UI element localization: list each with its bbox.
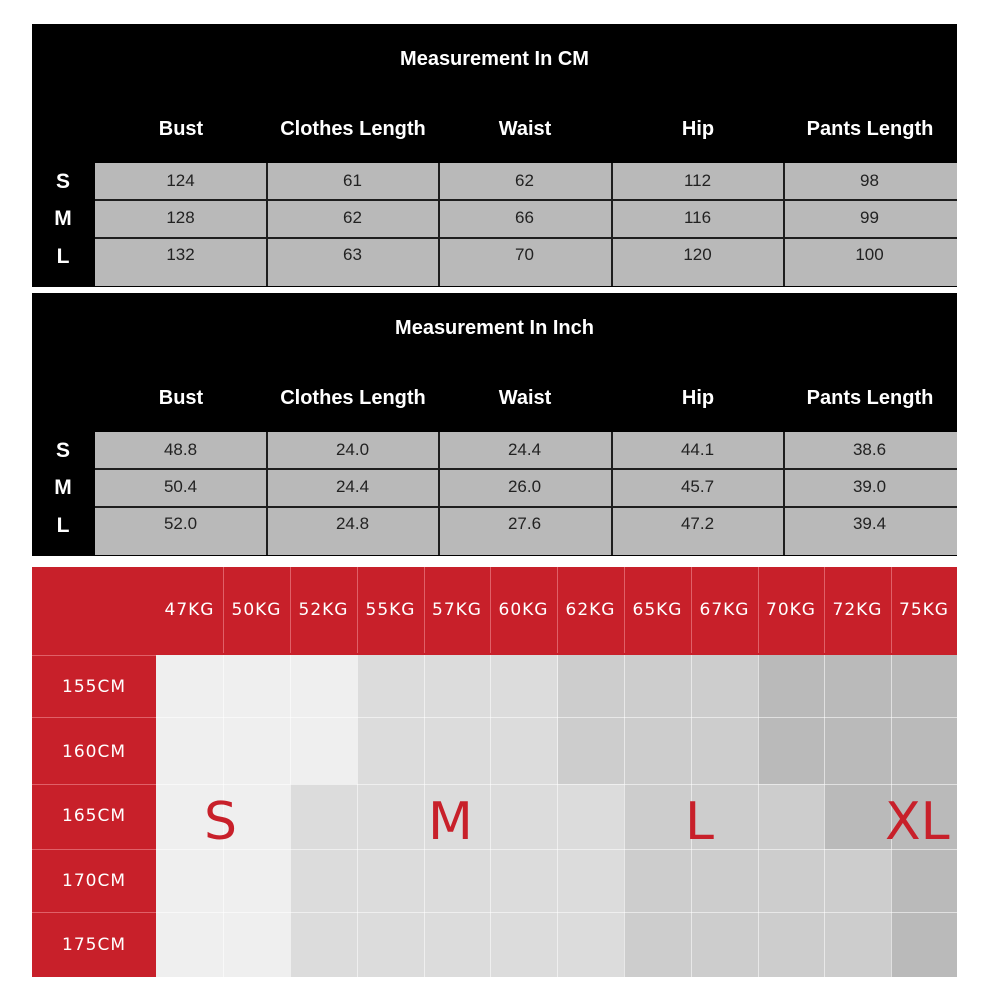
cm-row-label-s: S xyxy=(55,170,70,193)
inch-col-hip: Hip xyxy=(681,387,715,409)
inch-col-waist: Waist xyxy=(498,387,552,409)
weight-label: 52KG xyxy=(298,600,349,620)
cm-col-bust: Bust xyxy=(158,118,204,140)
height-label: 165CM xyxy=(62,806,126,826)
table-cell: 24.0 xyxy=(335,440,370,459)
weight-label: 55KG xyxy=(365,600,416,620)
size-label-s: S xyxy=(204,792,238,852)
size-zone-xl xyxy=(891,849,957,977)
size-zone-l xyxy=(624,784,824,849)
table-cell: 98 xyxy=(860,171,879,190)
cm-col-clothes-length: Clothes Length xyxy=(280,118,426,140)
weight-label: 50KG xyxy=(231,600,282,620)
table-cell: 62 xyxy=(343,208,362,227)
cm-col-pants-length: Pants Length xyxy=(806,118,934,140)
size-zone-l xyxy=(558,655,758,784)
size-zone-s xyxy=(156,655,357,784)
weight-label: 65KG xyxy=(632,600,683,620)
cm-table-body xyxy=(95,163,957,286)
table-cell: 39.0 xyxy=(852,477,887,496)
table-cell: 47.2 xyxy=(680,514,715,533)
weight-label: 72KG xyxy=(832,600,883,620)
table-cell: 128 xyxy=(166,208,195,227)
weight-label: 70KG xyxy=(766,600,816,620)
inch-measurement-table xyxy=(32,293,957,556)
table-cell: 38.6 xyxy=(852,440,887,459)
table-cell: 70 xyxy=(515,245,534,264)
weight-label: 57KG xyxy=(432,600,482,620)
table-cell: 24.4 xyxy=(335,477,370,496)
inch-row-label-s: S xyxy=(55,439,70,462)
table-cell: 112 xyxy=(683,171,712,190)
inch-col-pants-length: Pants Length xyxy=(806,387,934,409)
table-cell: 99 xyxy=(860,208,879,227)
height-label: 175CM xyxy=(62,935,126,955)
weight-label: 75KG xyxy=(899,600,949,620)
size-label-l: L xyxy=(685,792,714,852)
inch-table-title: Measurement In Inch xyxy=(395,317,594,339)
table-cell: 48.8 xyxy=(163,440,198,459)
height-label: 155CM xyxy=(62,677,126,697)
table-cell: 116 xyxy=(683,208,712,227)
cm-col-waist: Waist xyxy=(498,118,552,140)
inch-row-label-l: L xyxy=(56,514,70,537)
cm-row-label-m: M xyxy=(54,207,72,230)
inch-table-body xyxy=(95,432,957,555)
table-cell: 124 xyxy=(166,171,195,190)
size-zone-m xyxy=(357,655,558,784)
table-cell: 52.0 xyxy=(163,514,198,533)
table-cell: 61 xyxy=(343,171,362,190)
table-cell: 132 xyxy=(166,245,195,264)
size-zone-xl xyxy=(758,655,957,784)
weight-label: 47KG xyxy=(164,600,215,620)
height-label: 170CM xyxy=(62,871,126,891)
table-cell: 63 xyxy=(343,245,362,264)
table-cell: 27.6 xyxy=(507,514,542,533)
table-cell: 24.8 xyxy=(335,514,370,533)
table-cell: 39.4 xyxy=(852,514,887,533)
weight-label: 62KG xyxy=(565,600,616,620)
table-cell: 120 xyxy=(683,245,712,264)
size-label-m: M xyxy=(428,792,473,852)
weight-label: 67KG xyxy=(699,600,750,620)
table-cell: 66 xyxy=(515,208,534,227)
inch-col-bust: Bust xyxy=(158,387,204,409)
cm-table-title: Measurement In CM xyxy=(400,48,589,70)
size-label-xl: XL xyxy=(885,792,950,852)
weight-label: 60KG xyxy=(498,600,549,620)
table-cell: 26.0 xyxy=(507,477,542,496)
table-cell: 100 xyxy=(855,245,884,264)
table-cell: 24.4 xyxy=(507,440,542,459)
table-cell: 44.1 xyxy=(680,440,715,459)
table-cell: 62 xyxy=(515,171,534,190)
height-label: 160CM xyxy=(62,742,126,762)
inch-col-clothes-length: Clothes Length xyxy=(280,387,426,409)
cm-col-hip: Hip xyxy=(681,118,715,140)
table-cell: 50.4 xyxy=(163,477,198,496)
cm-row-label-l: L xyxy=(56,245,70,268)
height-weight-size-chart xyxy=(32,567,957,977)
cm-measurement-table xyxy=(32,24,957,287)
table-cell: 45.7 xyxy=(680,477,715,496)
inch-row-label-m: M xyxy=(54,476,72,499)
